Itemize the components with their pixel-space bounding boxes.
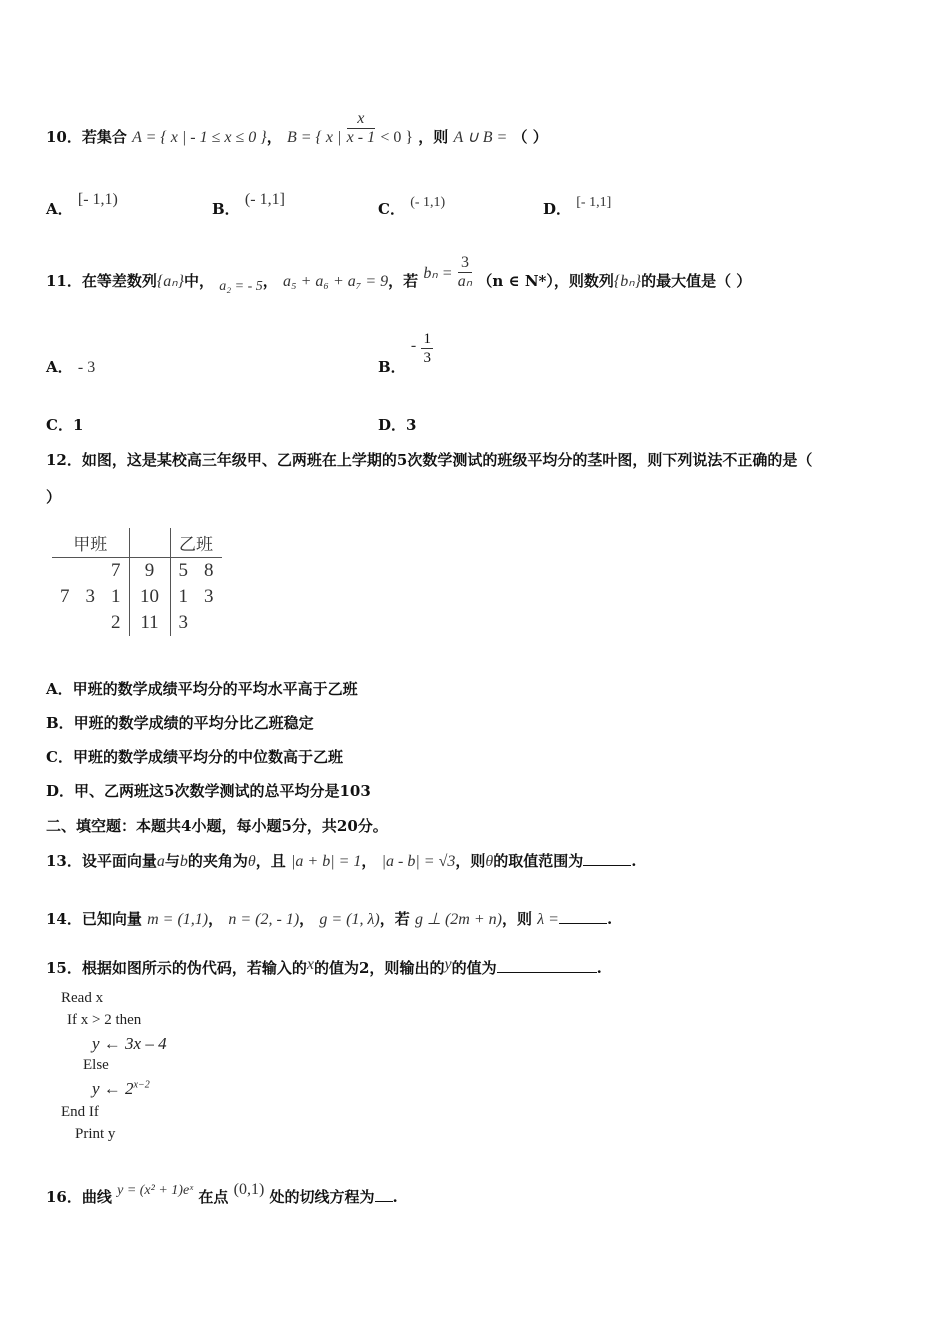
code-line-print: Print y: [75, 1126, 116, 1142]
q11-option-b: [378, 330, 433, 376]
leaf-left: [78, 558, 104, 585]
q11-if: ，若: [388, 272, 419, 290]
q10-option-c-value: (- 1,1): [410, 195, 446, 210]
q11-option-d: [378, 414, 416, 435]
q10-option-d: [543, 195, 612, 219]
stem-leaf-table: [52, 528, 222, 636]
q11-option-d-value: 3: [406, 416, 417, 434]
q13-comma: ，: [361, 852, 377, 870]
q11-domain: （n ∈ N*）: [477, 272, 554, 290]
q11-option-a-label: A．: [46, 358, 73, 376]
leaf-left: [78, 610, 104, 636]
q13-theta-2: θ: [485, 853, 494, 870]
q14-end: .: [606, 910, 613, 928]
stem: 10: [129, 584, 170, 610]
q16-end: .: [392, 1188, 398, 1206]
q13-tail2: 的取值范围为: [493, 852, 584, 870]
q11-option-a-value: - 3: [77, 359, 96, 376]
q11-fraction: [458, 254, 472, 291]
q13-prefix: 13．设平面向量: [46, 852, 157, 870]
q11-option-b-den: 3: [423, 350, 431, 366]
q10-set-a: A = { x | - 1 ≤ x ≤ 0 }: [132, 129, 267, 146]
question-14: 14．已知向量 m = (1,1)， n = (2, - 1)， g = (1, λ)，若 g ⊥ (2m + n)，则 λ = .: [46, 910, 613, 928]
q10-expr: A ∪ B =: [453, 129, 508, 146]
question-11: [46, 253, 752, 294]
q13-a: a: [156, 853, 165, 870]
q11-tail: ，则数列: [553, 272, 614, 290]
q12-option-b: B．甲班的数学成绩的平均分比乙班稳定: [46, 714, 314, 732]
q15-end: .: [596, 959, 602, 977]
q11-cond2: a₅ + a₆ + a₇ = 9: [283, 273, 389, 290]
q11-cond1: a₂ = - 5: [219, 279, 263, 294]
q12-option-a: A．甲班的数学成绩平均分的平均水平高于乙班: [46, 680, 358, 698]
q10-option-c-label: C．: [378, 200, 405, 218]
leaf-right: 3: [178, 612, 188, 633]
code-line-assign-1: y ← 3x – 4: [92, 1034, 167, 1053]
q10-option-a-label: A．: [46, 200, 73, 218]
q13-b: b: [179, 853, 188, 870]
stem: 9: [129, 558, 170, 585]
q11-option-b-num: 1: [423, 331, 431, 347]
stem-leaf-row: [52, 558, 222, 585]
stem-leaf-header-stem: [129, 528, 170, 558]
q13-cond2: |a - b| = √3: [381, 853, 456, 870]
stem: 11: [129, 610, 170, 636]
q11-bn-lead: bₙ =: [423, 265, 453, 282]
section-2-heading: 二、填空题：本题共4小题，每小题5分，共20分。: [46, 817, 388, 835]
q10-option-d-value: [- 1,1]: [576, 195, 612, 210]
q10-option-b-value: (- 1,1]: [244, 191, 285, 208]
q10-fraction: [347, 110, 375, 147]
q16-prefix: 16．曲线: [46, 1188, 112, 1206]
q13-answer-blank[interactable]: [583, 851, 631, 866]
q10-frac-num: x: [347, 110, 375, 129]
q15-mid: 的值为2，则输出的: [314, 959, 445, 977]
q14-lambda: λ =: [537, 911, 559, 928]
q16-mid: 在点: [198, 1188, 229, 1206]
stem-leaf-header-right: 乙班: [179, 535, 213, 555]
q11-end: 的最大值是（ ）: [641, 272, 752, 290]
q10-paren: （ ）: [512, 128, 548, 146]
q13-angle-text: 的夹角为: [187, 852, 248, 870]
q15-y: y: [444, 956, 452, 973]
q12-option-d: D．甲、乙两班这5次数学测试的总平均分是103: [46, 782, 371, 800]
question-13: [46, 850, 636, 871]
question-10: [46, 109, 548, 147]
q12-option-c: C．甲班的数学成绩平均分的中位数高于乙班: [46, 748, 343, 766]
q11-option-b-label: B．: [378, 358, 406, 376]
q15-x: x: [306, 956, 314, 973]
code-assign-2-base: y ← 2: [92, 1079, 134, 1098]
leaf-right: 3: [204, 586, 214, 607]
leaf-right: 5: [178, 560, 188, 581]
q10-then: ，则: [418, 128, 449, 146]
q10-set-b-tail: < 0 }: [380, 129, 414, 146]
q14-m-vec: m = (1,1): [147, 911, 209, 928]
q10-option-b-label: B．: [212, 200, 240, 218]
q11-frac-den: aₙ: [457, 272, 473, 290]
q13-tail: ，则: [455, 852, 486, 870]
question-16: [46, 1181, 398, 1207]
q10-sep: ，: [266, 128, 282, 146]
q10-option-c: [378, 195, 446, 219]
q10-option-a-value: [- 1,1): [77, 191, 118, 208]
leaf-left: 7: [60, 586, 70, 607]
leaf-left: [52, 610, 78, 636]
code-line-read: Read x: [61, 990, 104, 1006]
q14-answer-blank[interactable]: [559, 909, 607, 924]
q11-option-a: [46, 356, 95, 377]
leaf-left: 7: [111, 560, 121, 581]
q11-seq-a: {aₙ}: [156, 273, 185, 290]
q14-tail: ，则: [501, 910, 532, 928]
q13-cond-lead: ，且: [255, 852, 286, 870]
code-line-assign-2: [92, 1079, 150, 1099]
q11-prefix: 11．在等差数列: [46, 272, 157, 290]
q12-text-line2: ）: [46, 488, 62, 506]
q11-option-c-label: C．: [46, 416, 73, 434]
q10-option-a: [46, 191, 118, 219]
code-assign-2-exponent: x−2: [133, 1079, 150, 1091]
q16-point: (0,1): [233, 1181, 265, 1198]
q11-option-c-value: 1: [72, 416, 84, 434]
q14-n-vec: n = (2, - 1): [228, 911, 300, 928]
q10-set-b-lead: B = { x |: [286, 129, 342, 146]
q10-frac-den: x - 1: [346, 128, 376, 146]
stem-leaf-row: [52, 584, 222, 610]
question-15: [46, 957, 602, 978]
q11-mid: 中，: [184, 272, 215, 290]
q10-prefix: 10．若集合: [46, 128, 127, 146]
q13-end: .: [631, 852, 637, 870]
q14-perp: g ⊥ (2m + n): [415, 911, 502, 928]
leaf-left: 2: [111, 612, 121, 633]
code-line-else: Else: [83, 1057, 109, 1073]
q13-theta: θ: [247, 853, 256, 870]
stem-leaf-row: [52, 610, 222, 636]
q11-option-b-fraction: [421, 330, 433, 367]
code-line-endif: End If: [61, 1104, 99, 1120]
q12-text-line1: 12．如图，这是某校高三年级甲、乙两班在上学期的5次数学测试的班级平均分的茎叶图，则下列说法不正确的是（: [46, 451, 813, 469]
leaf-right: 1: [178, 586, 188, 607]
leaf-right: [196, 610, 222, 636]
q15-answer-blank[interactable]: [497, 958, 597, 973]
stem-leaf-header-left: 甲班: [73, 535, 108, 555]
q11-option-c: [46, 414, 83, 435]
q16-answer-blank[interactable]: [375, 1187, 393, 1202]
q14-if: ，若: [379, 910, 410, 928]
q15-tail: 的值为: [451, 959, 497, 977]
leaf-left: [52, 558, 78, 585]
leaf-right: 8: [204, 560, 214, 581]
q11-seq-b: {bₙ}: [613, 273, 642, 290]
leaf-left: 1: [111, 586, 121, 607]
q16-tail: 处的切线方程为: [269, 1188, 375, 1206]
q13-and: 与: [164, 852, 180, 870]
q10-option-b: [212, 191, 285, 219]
code-line-if: If x > 2 then: [67, 1012, 142, 1028]
q15-prefix: 15．根据如图所示的伪代码，若输入的: [46, 959, 307, 977]
q14-prefix: 14．已知向量: [46, 910, 142, 928]
q11-comma: ，: [262, 272, 278, 290]
q13-cond1: |a + b| = 1: [291, 853, 362, 870]
q11-option-b-sign: -: [410, 337, 417, 354]
leaf-left: 3: [85, 586, 95, 607]
q14-g-vec: g = (1, λ): [319, 911, 380, 928]
q16-curve: y = (x² + 1)eˣ: [117, 1183, 194, 1198]
q10-option-d-label: D．: [543, 200, 572, 218]
q11-frac-num: 3: [458, 254, 472, 273]
q11-option-d-label: D．: [378, 416, 407, 434]
